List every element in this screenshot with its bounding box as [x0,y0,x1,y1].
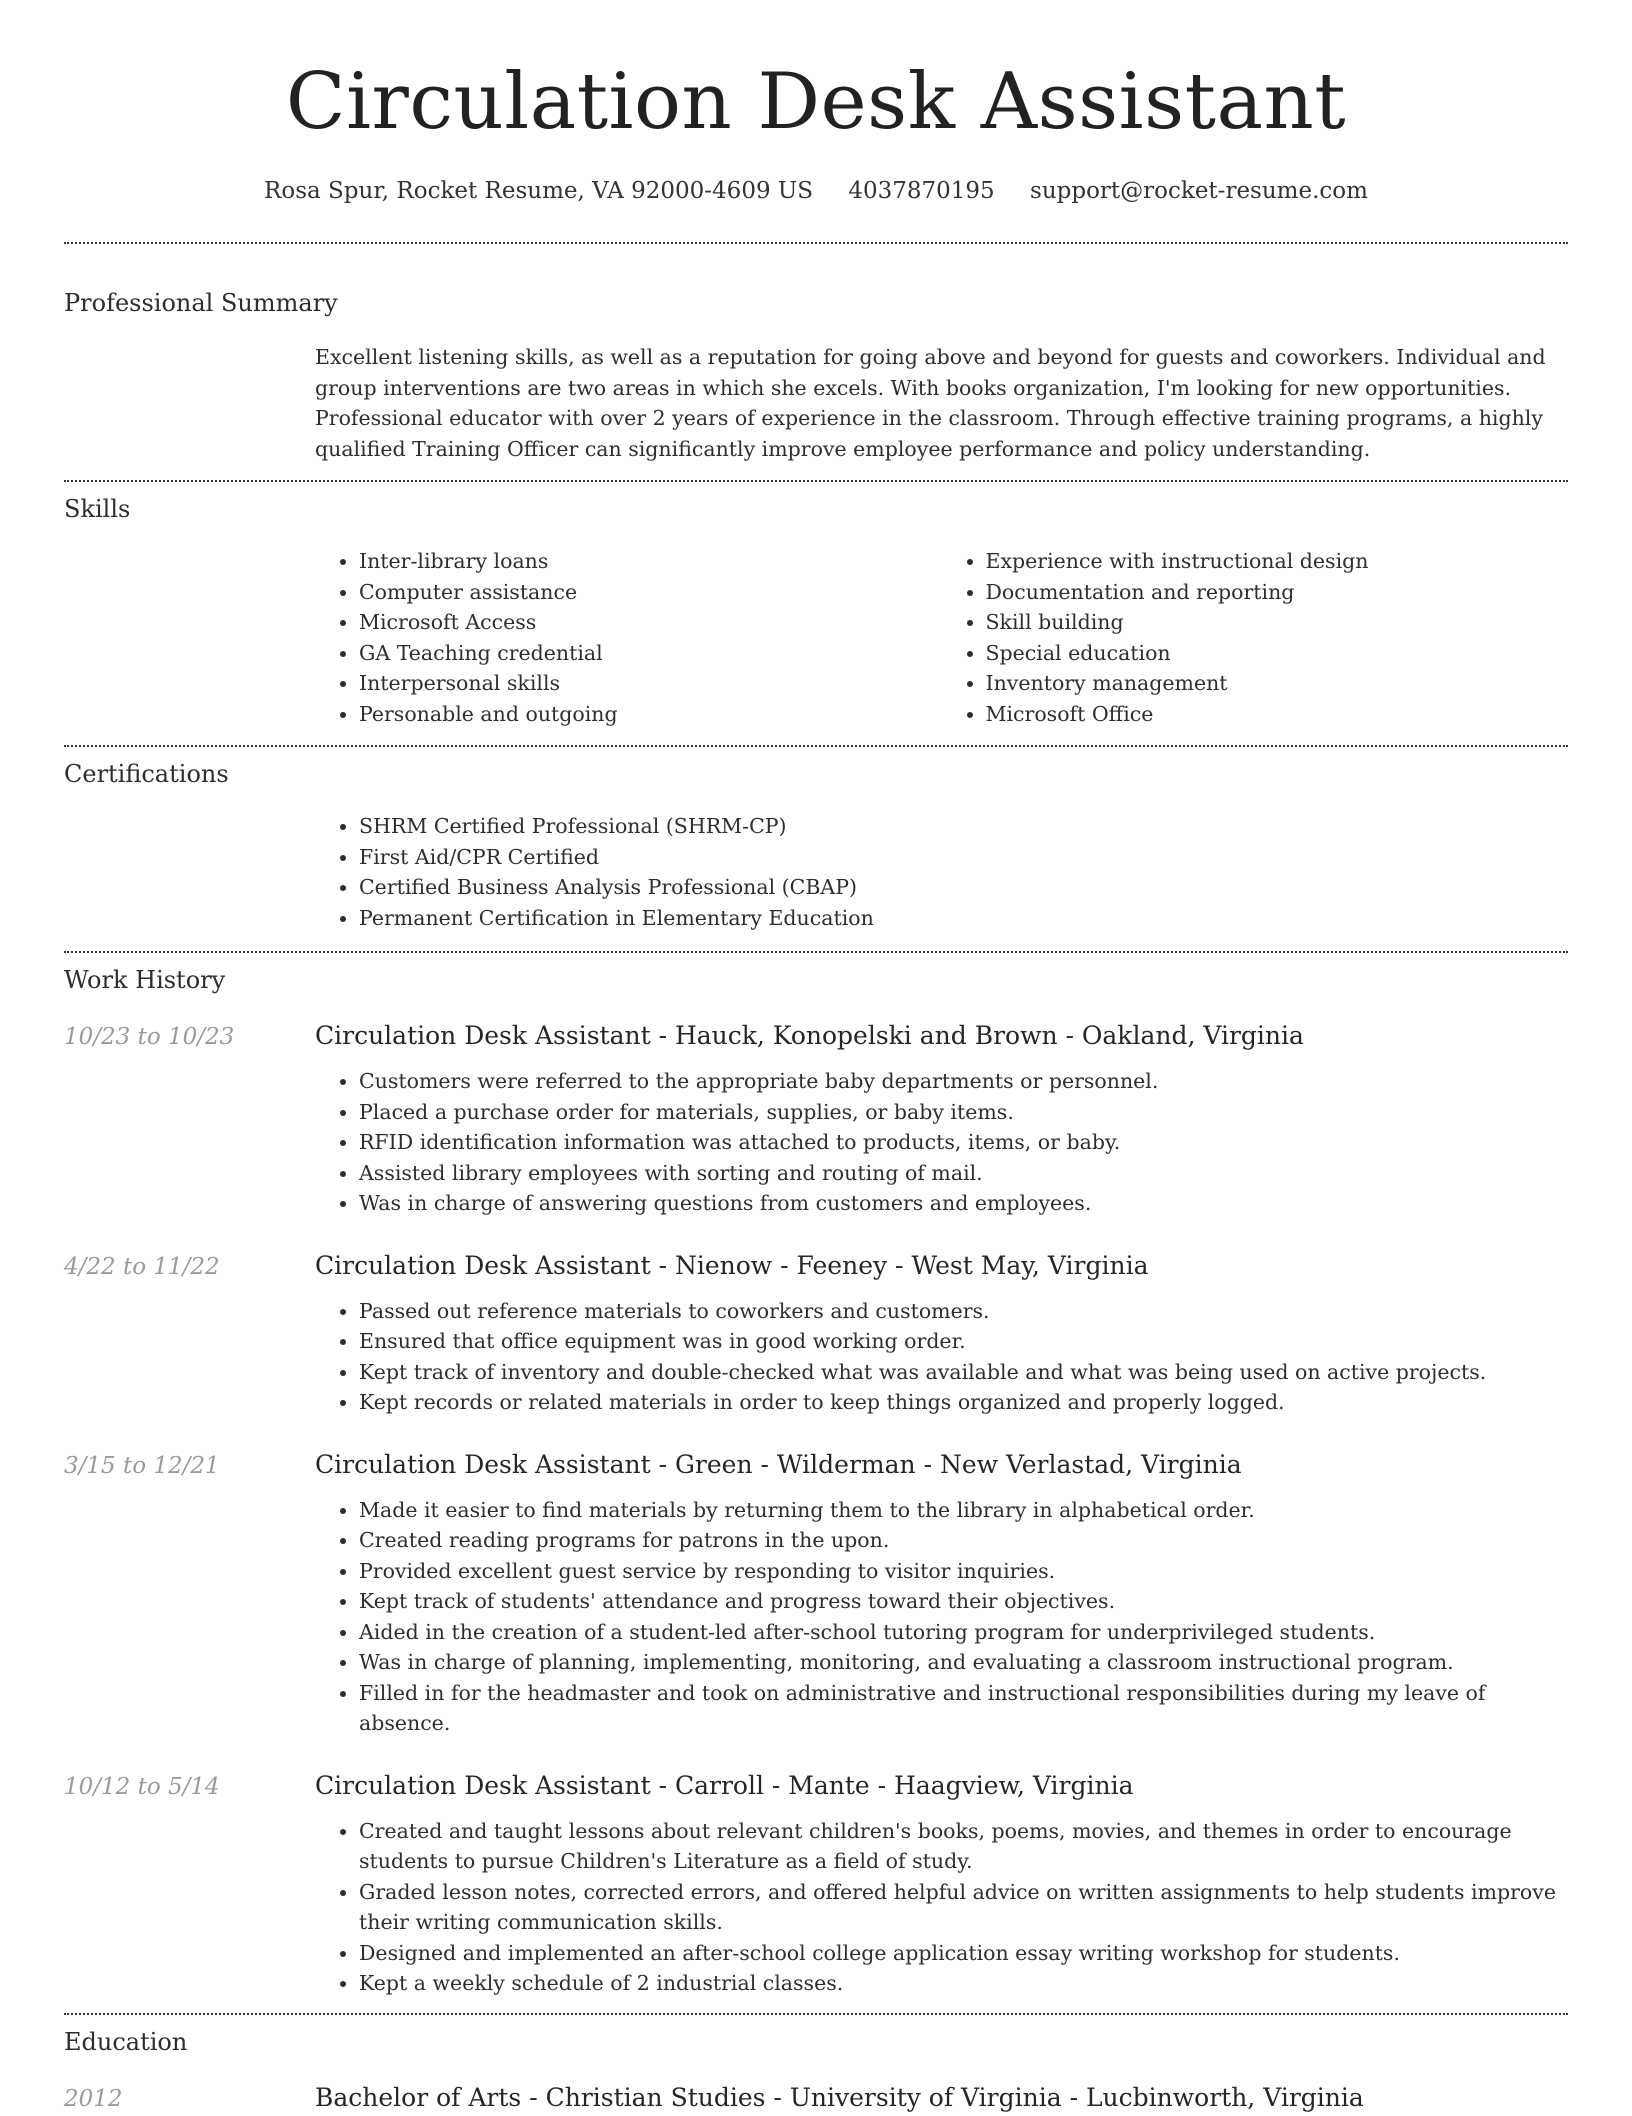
education-heading: Education [64,2027,188,2056]
education-entry [64,2081,1568,2116]
skills-list-left [315,546,942,729]
skill-item: • Inter-library loans [359,546,942,577]
skill-item: • Microsoft Office [986,699,1569,730]
job-title: Circulation Desk Assistant - Green - Wilderman - New Verlastad, Virginia [315,1449,1242,1479]
skill-item: • Experience with instructional design [986,546,1569,577]
certification-item: • SHRM Certified Professional (SHRM-CP) [359,811,1568,842]
job-bullet: • Filled in for the headmaster and took on administrative and instructional responsibilities during my leave of absence. [359,1678,1568,1739]
job-bullet: • Kept records or related materials in order to keep things organized and properly logged. [359,1387,1568,1418]
certification-item: • Certified Business Analysis Professional (CBAP) [359,872,1568,903]
page-title: Circulation Desk Assistant [285,57,1347,147]
education-section [64,2025,1568,2116]
job-details [315,1495,1568,1739]
job-bullet-list [315,1816,1568,1999]
job-bullet: • Placed a purchase order for materials, supplies, or baby items. [359,1097,1568,1128]
job-bullet: • Kept track of inventory and double-checked what was available and what was being used on active projects. [359,1357,1568,1388]
skill-item: • Interpersonal skills [359,668,942,699]
summary-section [64,286,1568,464]
divider [64,2013,1568,2015]
job-details [315,1296,1568,1418]
skill-item: • Personable and outgoing [359,699,942,730]
skill-item: • GA Teaching credential [359,638,942,669]
skill-item: • Computer assistance [359,577,942,608]
job-header [64,1769,1568,1804]
skill-item: • Skill building [986,607,1569,638]
job-bullet: • Aided in the creation of a student-led after-school tutoring program for underprivileged students. [359,1617,1568,1648]
divider [64,745,1568,747]
job-bullet: • Provided excellent guest service by responding to visitor inquiries. [359,1556,1568,1587]
job-bullet: • Kept track of students' attendance and progress toward their objectives. [359,1586,1568,1617]
certifications-heading: Certifications [64,760,229,788]
skill-item: • Documentation and reporting [986,577,1569,608]
skills-list-right [942,546,1569,729]
contact-phone: 4037870195 [848,178,995,204]
skills-grid [315,546,1568,729]
job-dates: 10/23 to 10/23 [64,1024,235,1050]
job-header [64,1019,1568,1054]
work-history-heading: Work History [64,966,226,994]
job-header [64,1448,1568,1483]
contact-address: Rosa Spur, Rocket Resume, VA 92000-4609 US [264,178,814,204]
job-bullet: • Assisted library employees with sorting and routing of mail. [359,1158,1568,1189]
job-dates: 10/12 to 5/14 [64,1773,220,1800]
job-entry [64,1249,1568,1418]
job-bullet: • Was in charge of answering questions from customers and employees. [359,1188,1568,1219]
skills-section [64,492,1568,729]
job-entry [64,1019,1568,1219]
skill-item: • Microsoft Access [359,607,942,638]
job-header [64,1249,1568,1284]
job-bullet: • Made it easier to find materials by returning them to the library in alphabetical order. [359,1495,1568,1526]
job-title: Circulation Desk Assistant - Nienow - Feeney - West May, Virginia [315,1250,1149,1280]
summary-content [315,342,1568,464]
certification-item: • Permanent Certification in Elementary Education [359,903,1568,934]
education-dates: 2012 [64,2085,123,2112]
job-bullet: • Ensured that office equipment was in good working order. [359,1326,1568,1357]
summary-text: Excellent listening skills, as well as a reputation for going above and beyond for guests and coworkers. Individual and group interventions are two areas in which she excels. With books organization, I'm looking for new opportunities. Professional educator with over 2 years of experience in the classroom. Through effective training programs, a highly qualified Training Officer can significantly improve employee performance and policy understanding. [315,345,1546,461]
job-entry [64,1448,1568,1739]
job-bullet: • Created reading programs for patrons in the upon. [359,1525,1568,1556]
job-title: Circulation Desk Assistant - Carroll - Mante - Haagview, Virginia [315,1770,1134,1800]
certification-item: • First Aid/CPR Certified [359,842,1568,873]
job-bullet: • Graded lesson notes, corrected errors, and offered helpful advice on written assignments to help students improve their writing communication skills. [359,1877,1568,1938]
divider [64,480,1568,482]
certifications-section [64,757,1568,933]
job-bullet: • Was in charge of planning, implementing, monitoring, and evaluating a classroom instructional program. [359,1647,1568,1678]
job-bullet: • Customers were referred to the appropriate baby departments or personnel. [359,1066,1568,1097]
job-bullet: • Kept a weekly schedule of 2 industrial classes. [359,1968,1568,1999]
job-bullet-list [315,1495,1568,1739]
job-bullet: • RFID identification information was attached to products, items, or baby. [359,1127,1568,1158]
job-dates: 4/22 to 11/22 [64,1253,220,1280]
resume-page [64,0,1568,2116]
skill-item: • Special education [986,638,1569,669]
job-bullet-list [315,1066,1568,1219]
job-details [315,1816,1568,1999]
certifications-content [315,811,1568,933]
contact-email: support@rocket-resume.com [1030,178,1368,204]
certifications-list [315,811,1568,933]
job-dates: 3/15 to 12/21 [64,1452,220,1479]
job-bullet-list [315,1296,1568,1418]
skills-heading: Skills [64,495,131,523]
work-history-section [64,963,1568,1999]
divider [64,242,1568,244]
skill-item: • Inventory management [986,668,1569,699]
contact-line [64,174,1568,208]
job-bullet: • Designed and implemented an after-school college application essay writing workshop for students. [359,1938,1568,1969]
education-title: Bachelor of Arts - Christian Studies - University of Virginia - Lucbinworth, Virginia [315,2082,1364,2112]
job-details [315,1066,1568,1219]
summary-heading: Professional Summary [64,289,338,317]
job-bullet: • Passed out reference materials to coworkers and customers. [359,1296,1568,1327]
divider [64,951,1568,953]
job-bullet: • Created and taught lessons about relevant children's books, poems, movies, and themes in order to encourage students to pursue Children's Literature as a field of study. [359,1816,1568,1877]
job-title: Circulation Desk Assistant - Hauck, Konopelski and Brown - Oakland, Virginia [315,1021,1304,1050]
job-entry [64,1769,1568,1999]
